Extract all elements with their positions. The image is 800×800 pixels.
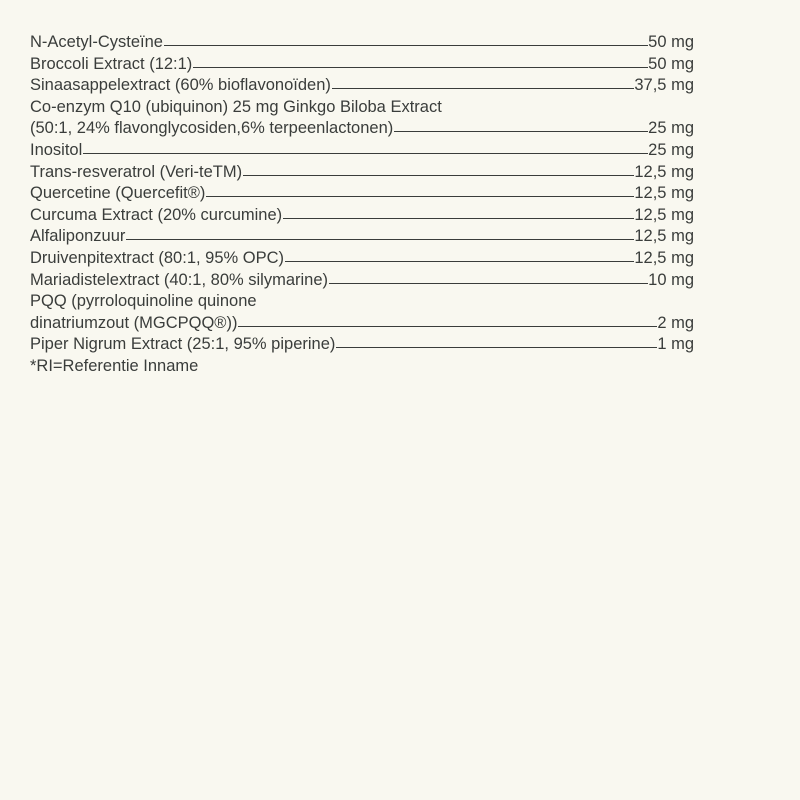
dotted-leader — [283, 218, 634, 219]
ingredient-row — [30, 140, 694, 162]
ingredient-amount: 12,5 mg — [634, 227, 694, 246]
ingredient-row — [30, 118, 694, 140]
ingredient-name: Curcuma Extract (20% curcumine) — [30, 205, 283, 224]
ingredient-name: Mariadistelextract (40:1, 80% silymarine) — [30, 270, 329, 289]
dotted-leader — [332, 88, 635, 89]
ingredient-row — [30, 32, 694, 54]
ingredient-name: N-Acetyl-Cysteïne — [30, 33, 163, 51]
ingredient-row — [30, 205, 694, 227]
ingredient-amount: 50 mg — [648, 33, 694, 51]
ingredient-amount: 50 mg — [648, 54, 694, 73]
ingredient-amount: 10 mg — [648, 270, 694, 289]
ingredient-row — [30, 291, 694, 313]
ingredient-row — [30, 183, 694, 205]
ingredient-name: Sinaasappelextract (60% bioflavonoïden) — [30, 76, 331, 95]
ingredient-amount: 12,5 mg — [634, 162, 694, 181]
dotted-leader — [193, 67, 648, 68]
ingredient-row — [30, 162, 694, 184]
dotted-leader — [206, 196, 634, 197]
ingredient-row — [30, 248, 694, 270]
dotted-leader — [126, 239, 634, 240]
ingredient-row — [30, 54, 694, 76]
ingredient-name: Quercetine (Quercefit®) — [30, 184, 206, 203]
ingredient-row — [30, 97, 694, 119]
ingredient-amount: 2 mg — [657, 313, 694, 332]
ingredient-name: Druivenpitextract (80:1, 95% OPC) — [30, 248, 285, 267]
ingredient-name: Broccoli Extract (12:1) — [30, 54, 193, 73]
dotted-leader — [164, 45, 648, 46]
ingredient-amount: 12,5 mg — [634, 184, 694, 203]
dotted-leader — [329, 283, 648, 284]
ingredient-list — [30, 32, 694, 378]
dotted-leader — [238, 326, 657, 327]
dotted-leader — [336, 347, 657, 348]
ingredient-row — [30, 226, 694, 248]
dotted-leader — [243, 175, 634, 176]
ingredient-name: Alfaliponzuur — [30, 227, 126, 246]
ingredient-name: Co-enzym Q10 (ubiquinon) 25 mg Ginkgo Biloba Extract — [30, 97, 442, 116]
dotted-leader — [394, 131, 648, 132]
ingredient-name: PQQ (pyrroloquinoline quinone — [30, 292, 257, 311]
footnote: *RI=Referentie Inname — [30, 356, 199, 375]
ingredient-row — [30, 75, 694, 97]
ingredient-row — [30, 334, 694, 356]
ingredient-amount: 12,5 mg — [634, 205, 694, 224]
ingredient-name: Piper Nigrum Extract (25:1, 95% piperine) — [30, 335, 336, 354]
ingredient-amount: 25 mg — [648, 140, 694, 159]
ingredient-name: Trans-resveratrol (Veri-teTM) — [30, 162, 243, 181]
dotted-leader — [83, 153, 648, 154]
ingredient-amount: 12,5 mg — [634, 248, 694, 267]
ingredient-amount: 25 mg — [648, 119, 694, 138]
ingredient-amount: 1 mg — [657, 335, 694, 354]
dotted-leader — [285, 261, 634, 262]
ingredient-amount: 37,5 mg — [634, 76, 694, 95]
ingredient-name: dinatriumzout (MGCPQQ®)) — [30, 313, 238, 332]
ingredient-name: (50:1, 24% flavonglycosiden,6% terpeenlactonen) — [30, 119, 394, 138]
ingredient-name: Inositol — [30, 140, 83, 159]
ingredient-row — [30, 313, 694, 335]
ingredient-row — [30, 270, 694, 292]
